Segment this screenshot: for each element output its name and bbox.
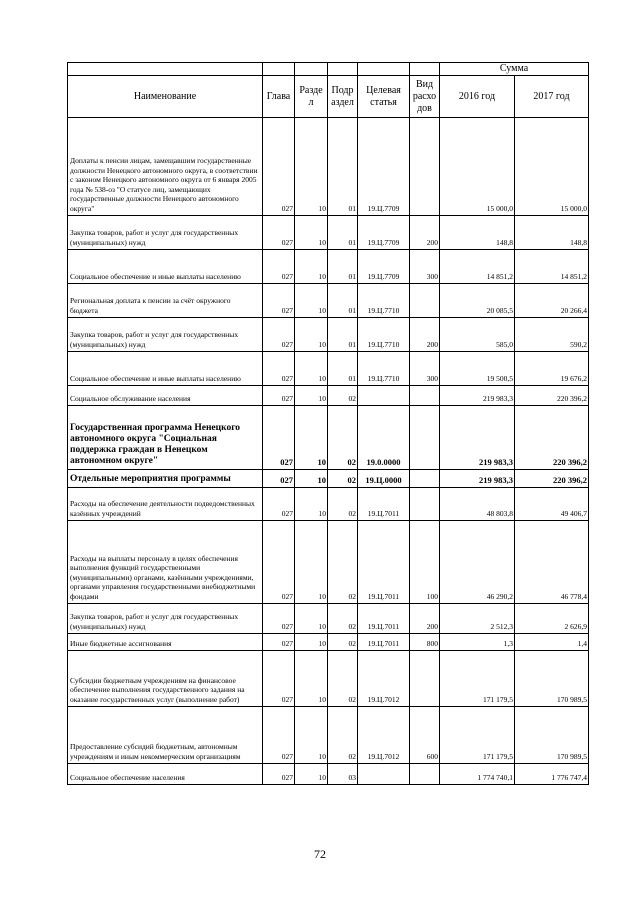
row-chapter: 027 [263,406,295,470]
row-amount-2016: 48 803,8 [440,488,515,521]
row-section: 10 [295,634,328,651]
row-article: 19.Ц.7011 [358,488,410,521]
row-section: 10 [295,216,328,250]
row-section: 10 [295,488,328,521]
row-subsection: 02 [328,604,358,634]
row-article: 19.0.0000 [358,406,410,470]
row-name: Социальное обеспечение и иные выплаты населению [68,250,263,284]
table-row [68,284,589,318]
table-row [68,216,589,250]
row-article: 19.Ц.7710 [358,352,410,386]
table-row [68,707,589,764]
row-subsection: 02 [328,634,358,651]
row-amount-2016: 15 000,0 [440,118,515,216]
row-amount-2017: 2 626,9 [515,604,589,634]
table-row [68,764,589,785]
row-subsection: 02 [328,386,358,406]
row-name: Государственная программа Ненецкого автономного округа "Социальная поддержка граждан в Ненецком автономном округе" [68,406,263,470]
row-name: Отдельные мероприятия программы [68,470,263,488]
table-row [68,634,589,651]
header-sum: Сумма [440,63,589,76]
row-exp-type: 200 [410,604,440,634]
budget-table [67,62,589,785]
row-chapter: 027 [263,470,295,488]
row-exp-type [410,386,440,406]
row-section: 10 [295,284,328,318]
header-blank-cell [295,63,328,76]
row-name: Субсидии бюджетным учреждениям на финансовое обеспечение выполнения государственного задания на оказание государственных услуг (выполнение работ) [68,651,263,707]
row-exp-type [410,764,440,785]
row-section: 10 [295,386,328,406]
row-section: 10 [295,651,328,707]
row-subsection: 02 [328,406,358,470]
header-blank-cell [410,63,440,76]
row-name: Расходы на выплаты персоналу в целях обеспечения выполнения функций государственными (муниципальными) органами, казёнными учреждениями, органами управления государственными внебюджетными фондами [68,521,263,604]
header-subsection: Подр аздел [328,76,358,118]
row-exp-type [410,470,440,488]
row-name: Иные бюджетные ассигнования [68,634,263,651]
row-exp-type: 200 [410,318,440,352]
header-blank-cell [263,63,295,76]
header-blank-cell [68,63,263,76]
row-amount-2017: 1 776 747,4 [515,764,589,785]
row-amount-2016: 1,3 [440,634,515,651]
row-article: 19.Ц.7012 [358,651,410,707]
row-section: 10 [295,318,328,352]
row-amount-2017: 49 406,7 [515,488,589,521]
row-subsection: 01 [328,352,358,386]
row-amount-2016: 171 179,5 [440,651,515,707]
row-amount-2017: 220 396,2 [515,470,589,488]
table-row [68,250,589,284]
row-amount-2016: 20 085,5 [440,284,515,318]
row-chapter: 027 [263,634,295,651]
row-amount-2016: 219 983,3 [440,406,515,470]
row-amount-2017: 148,8 [515,216,589,250]
row-article: 19.Ц.7012 [358,707,410,764]
table-row [68,118,589,216]
row-article: 19.Ц.7709 [358,216,410,250]
row-amount-2016: 219 983,3 [440,470,515,488]
row-exp-type: 300 [410,352,440,386]
row-exp-type: 100 [410,521,440,604]
row-amount-2016: 1 774 740,1 [440,764,515,785]
row-name: Доплаты к пенсии лицам, замещавшим государственные должности Ненецкого автономного округа, в соответствии с законом Ненецкого автономного округа от 6 января 2005 года № 538-оз "О статусе лиц, замещающих государственные должности Ненецкого автономного округа" [68,118,263,216]
row-chapter: 027 [263,764,295,785]
header-chapter: Глава [263,76,295,118]
page-number: 72 [314,847,326,861]
row-article [358,764,410,785]
row-exp-type: 200 [410,216,440,250]
row-name: Закупка товаров, работ и услуг для государственных (муниципальных) нужд [68,216,263,250]
table-row [68,386,589,406]
row-subsection: 03 [328,764,358,785]
row-amount-2016: 46 290,2 [440,521,515,604]
table-row [68,470,589,488]
row-article: 19.Ц.7011 [358,521,410,604]
row-chapter: 027 [263,118,295,216]
row-exp-type [410,406,440,470]
row-amount-2016: 219 983,3 [440,386,515,406]
row-section: 10 [295,352,328,386]
row-section: 10 [295,764,328,785]
row-amount-2017: 15 000,0 [515,118,589,216]
row-name: Закупка товаров, работ и услуг для государственных (муниципальных) нужд [68,604,263,634]
row-subsection: 02 [328,651,358,707]
row-exp-type [410,118,440,216]
row-section: 10 [295,604,328,634]
row-amount-2016: 171 179,5 [440,707,515,764]
row-subsection: 01 [328,318,358,352]
header-blank-cell [328,63,358,76]
row-subsection: 02 [328,488,358,521]
row-article: 19.Ц.7710 [358,284,410,318]
row-amount-2017: 170 989,5 [515,707,589,764]
row-amount-2017: 46 778,4 [515,521,589,604]
row-section: 10 [295,406,328,470]
row-exp-type: 800 [410,634,440,651]
row-amount-2017: 220 396,2 [515,386,589,406]
table-row [68,604,589,634]
row-chapter: 027 [263,521,295,604]
row-amount-2016: 19 500,5 [440,352,515,386]
row-name: Социальное обеспечение населения [68,764,263,785]
row-exp-type [410,488,440,521]
row-section: 10 [295,250,328,284]
row-amount-2017: 170 989,5 [515,651,589,707]
header-name: Наименование [68,76,263,118]
row-article: 19.Ц.0000 [358,470,410,488]
row-subsection: 01 [328,284,358,318]
table-row [68,521,589,604]
row-amount-2017: 590,2 [515,318,589,352]
row-chapter: 027 [263,216,295,250]
row-chapter: 027 [263,707,295,764]
header-section: Разде л [295,76,328,118]
row-section: 10 [295,521,328,604]
row-chapter: 027 [263,604,295,634]
row-subsection: 02 [328,707,358,764]
table-body [68,118,589,785]
row-section: 10 [295,470,328,488]
header-year-2016: 2016 год [440,76,515,118]
row-article: 19.Ц.7011 [358,634,410,651]
row-chapter: 027 [263,250,295,284]
row-chapter: 027 [263,651,295,707]
row-amount-2016: 2 512,3 [440,604,515,634]
row-article: 19.Ц.7709 [358,250,410,284]
row-name: Социальное обеспечение и иные выплаты населению [68,352,263,386]
row-amount-2017: 1,4 [515,634,589,651]
budget-table-sheet [67,62,588,785]
row-article [358,386,410,406]
row-chapter: 027 [263,386,295,406]
row-subsection: 02 [328,521,358,604]
row-name: Закупка товаров, работ и услуг для государственных (муниципальных) нужд [68,318,263,352]
row-subsection: 01 [328,250,358,284]
row-exp-type [410,284,440,318]
row-name: Региональная доплата к пенсии за счёт окружного бюджета [68,284,263,318]
header-article: Целевая статья [358,76,410,118]
row-exp-type [410,651,440,707]
row-chapter: 027 [263,488,295,521]
row-chapter: 027 [263,284,295,318]
row-subsection: 02 [328,470,358,488]
header-year-2017: 2017 год [515,76,589,118]
header-row-main [68,76,589,118]
header-row-top [68,63,589,76]
row-article: 19.Ц.7710 [358,318,410,352]
row-section: 10 [295,707,328,764]
row-name: Предоставление субсидий бюджетным, автономным учреждениям и иным некоммерческим организациям [68,707,263,764]
table-row [68,352,589,386]
table-row [68,651,589,707]
row-amount-2017: 220 396,2 [515,406,589,470]
row-exp-type: 300 [410,250,440,284]
row-chapter: 027 [263,352,295,386]
table-row [68,318,589,352]
row-amount-2017: 19 676,2 [515,352,589,386]
row-amount-2016: 14 851,2 [440,250,515,284]
row-name: Расходы на обеспечение деятельности подведомственных казённых учреждений [68,488,263,521]
row-section: 10 [295,118,328,216]
row-name: Социальное обслуживание населения [68,386,263,406]
row-exp-type: 600 [410,707,440,764]
row-amount-2017: 14 851,2 [515,250,589,284]
row-article: 19.Ц.7709 [358,118,410,216]
header-exp-type: Вид расхо дов [410,76,440,118]
row-subsection: 01 [328,216,358,250]
table-row [68,406,589,470]
row-subsection: 01 [328,118,358,216]
table-row [68,488,589,521]
row-article: 19.Ц.7011 [358,604,410,634]
row-amount-2016: 585,0 [440,318,515,352]
row-chapter: 027 [263,318,295,352]
row-amount-2016: 148,8 [440,216,515,250]
row-amount-2017: 20 266,4 [515,284,589,318]
header-blank-cell [358,63,410,76]
